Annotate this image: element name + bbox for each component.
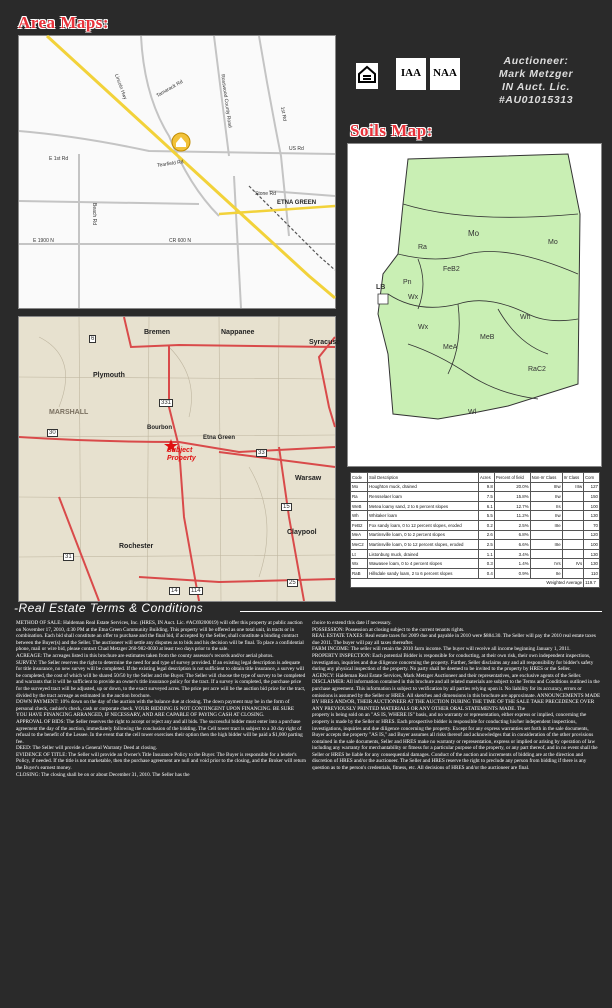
soil-table-row — [351, 511, 600, 521]
soil-table-cell: 1.4% — [494, 559, 530, 569]
terms-divider — [240, 611, 602, 612]
soil-table-cell: 6.1 — [479, 501, 495, 511]
terms-paragraph: POSSESSION: Possession at closing subject to the current tenants rights. — [312, 626, 465, 633]
terms-paragraph: APPROVAL OF BIDS: The Seller reserves the right to accept or reject any and all bids. The successful bidder must enter into a purchase agreement the day of the auction, immediately following the conclusion of the bidding. The Cell tower tract is subject to a 30 day right of refusal to the benefit of the Lessee. In the event that the cell tower exercises their option then the high bidder will be paid a $1,000 parting fee. — [16, 718, 303, 745]
soil-table-cell — [562, 540, 584, 550]
auctioneer-info — [466, 55, 606, 107]
soil-table-row — [351, 520, 600, 530]
town-label: Syracuse — [309, 339, 341, 346]
area-map-local — [18, 35, 336, 309]
soil-table-cell: Martinsville loam, 0 to 12 percent slopes, eroded — [368, 540, 479, 550]
soil-table-cell: Wh — [351, 511, 368, 521]
soil-table-row — [351, 501, 600, 511]
soil-table-cell: 130 — [584, 549, 600, 559]
town-label-etna-green: ETNA GREEN — [277, 200, 317, 206]
road-label: Rosswood County Road — [219, 73, 233, 129]
soil-table-cell — [530, 530, 562, 540]
naa-logo — [430, 58, 460, 90]
soil-table-cell: 11.2% — [494, 511, 530, 521]
soil-table-header: Non-Irr Class — [530, 473, 562, 483]
soil-table-cell — [562, 492, 584, 502]
soil-table-header-row — [351, 473, 600, 483]
soil-table-cell: 12.7% — [494, 501, 530, 511]
route-shield: 25 — [289, 580, 296, 586]
soil-table-cell: IIe — [530, 568, 562, 578]
soil-table-row — [351, 549, 600, 559]
town-label: Nappanee — [221, 329, 255, 336]
soil-table-cell: Lt — [351, 549, 368, 559]
soil-table-header: Soil Description — [368, 473, 479, 483]
soil-table-cell: IIIe — [530, 520, 562, 530]
equal-housing-logo — [356, 63, 378, 89]
auctioneer-license-number: #AU01015313 — [498, 94, 574, 106]
soil-table-cell: 110 — [584, 568, 600, 578]
town-label: Rochester — [119, 543, 154, 550]
soil-label: Pn — [403, 279, 412, 286]
soil-table-cell: 6.6% — [494, 540, 530, 550]
soil-label: MeA — [443, 344, 458, 351]
soil-table-cell: IIw — [530, 511, 562, 521]
soil-table-header: Percent of field — [494, 473, 530, 483]
road-label: E 1st Rd — [49, 156, 69, 162]
soils-map-graphic — [348, 144, 601, 466]
soil-table-header: Corn — [584, 473, 600, 483]
terms-paragraph: CLOSING: The closing shall be on or about December 31, 2010. The Seller has the — [16, 771, 190, 778]
soil-label: MeB — [480, 334, 495, 341]
soil-table-cell: MeA — [351, 530, 368, 540]
soil-table-cell: 5.5 — [479, 511, 495, 521]
soil-table-cell: 0.9% — [494, 568, 530, 578]
soil-table-header: Irr Class — [562, 473, 584, 483]
soil-table-cell: Wx — [351, 559, 368, 569]
terms-paragraph: choice to extend this date if necessary. — [312, 620, 392, 626]
soil-table-cell: Rensselaer loam — [368, 492, 479, 502]
iaa-logo-text: IAA — [400, 67, 422, 79]
soil-table-cell: 20.0% — [494, 482, 530, 492]
soils-map-heading: Soils Map: — [350, 121, 433, 140]
soil-label: FeB2 — [443, 266, 460, 273]
town-label: Etna Green — [203, 435, 236, 441]
soil-label: Ra — [418, 244, 427, 251]
terms-right-column — [312, 620, 602, 1004]
soil-table-cell: Martinsville loam, 0 to 2 percent slopes — [368, 530, 479, 540]
soil-table-cell: 127 — [584, 482, 600, 492]
auctioneer-title: Auctioneer: — [503, 55, 569, 67]
route-shield: 14 — [171, 588, 178, 594]
weighted-average-value: 119.7 — [584, 578, 600, 588]
terms-paragraph: EVIDENCE OF TITLE: The Seller will provide an Owner's Title Insurance Policy to the Buyer. The Buyer is responsible for a lender's Policy, if needed. If the title is not marketable, then the purchase agreement are null and void prior to the closing, and the Broker will return the Buyer's earnest money. — [16, 751, 306, 772]
subject-label-line1: Subject — [167, 447, 193, 454]
terms-paragraph: PROPERTY INSPECTION: Each potential Bidder is responsible for conducting, at their own risk, their own independent inspections, investigation, inquiries and due diligence concerning the property. Further, Seller disclaims any and all responsibility for bidder's safety during any physical inspection of the property. No party shall be deemed to be invited to the property by HRES or the Seller. — [312, 652, 594, 673]
road-label: Tearfield Rd — [156, 159, 184, 169]
soils-map — [347, 143, 602, 467]
road-label: 1st Rd — [279, 106, 288, 122]
terms-paragraph: SURVEY: The Seller reserves the right to determine the need for and type of survey provided. If an existing legal description is adequate for title insurance, no new survey will be completed. If the existing legal description is not sufficient to obtain title insurance, a survey will be completed, the cost of which will be shared 50/50 by the Seller and the Buyer. The Seller will choose the type of survey to be completed and warrants that it will be sufficient to provide an owner's title insurance policy for the tract. If a survey is completed, the purchase price for the surveyed tract will be adjusted, up or down, to the exact surveyed acres. The price per acre will be the auction bid price for the tract, divided by the tract acreage as estimated in the auction brochure. — [16, 659, 306, 699]
soil-table-cell: 0.4 — [479, 568, 495, 578]
soil-table-cell: 120 — [584, 530, 600, 540]
soil-table-cell: Wawasee loam, 0 to 4 percent slopes — [368, 559, 479, 569]
road-label: Stone Rd — [255, 191, 276, 197]
terms-heading: -Real Estate Terms & Conditions — [14, 601, 204, 615]
soil-table-cell: IVs — [530, 559, 562, 569]
soil-label: LB — [376, 284, 386, 291]
route-shield: 15 — [283, 504, 290, 510]
subject-label-line2: Property — [167, 455, 196, 462]
soil-table-cell: 2.6 — [479, 530, 495, 540]
terms-left-column — [16, 620, 306, 1004]
soil-table-header: Acres — [479, 473, 495, 483]
soil-label: Wl — [468, 409, 477, 416]
road-label: Tamarack Rd — [155, 79, 184, 99]
soil-table-cell — [562, 549, 584, 559]
soil-table-cell: 150 — [584, 492, 600, 502]
soil-table-cell: 70 — [584, 520, 600, 530]
soil-table-row — [351, 492, 600, 502]
area-maps-heading: Area Maps: — [18, 13, 110, 32]
soil-table-cell — [562, 568, 584, 578]
soil-table-container — [350, 472, 600, 588]
route-shield: 331 — [161, 400, 172, 406]
soil-table-cell: Houghton muck, drained — [368, 482, 479, 492]
soil-table-row — [351, 568, 600, 578]
soil-table-cell: IIs — [530, 501, 562, 511]
route-shield: 6 — [91, 336, 95, 342]
terms-paragraph: REAL ESTATE TAXES: Real estate taxes for 2009 due and payable in 2010 were $884.30. The Seller will pay the 2010 real estate taxes due 2011. The buyer will pay all taxes thereafter. — [312, 633, 596, 646]
soil-label: Wx — [418, 324, 429, 331]
soil-table-cell: 0.2 — [479, 520, 495, 530]
soil-label: RaC2 — [528, 366, 546, 373]
soil-table-row — [351, 530, 600, 540]
soil-table-cell — [562, 511, 584, 521]
soil-table-cell: RaB — [351, 568, 368, 578]
terms-paragraph: METHOD OF SALE: Haldeman Real Estate Services, Inc. (HRES, IN Auct. Lic. #AC69200019) will offer this property at public auction on November 17, 2010, 4:30 PM at the Etna Green Community Building. This property will be offered as one total unit, in tracts or in combination. Each bid shall constitute an offer to purchase and the final bid, if accepted by the Seller, shall constitute a binding contract between the Buyer(s) and the Seller. The auctioneer will settle any disputes as to bids and his decision will be final. To place a confidential phone, mail or wire bid, please contact Chad Metzger 260-982-0030 at least two days prior to the sale. — [16, 620, 304, 653]
soil-table — [350, 472, 600, 588]
soil-table-cell: IIIw — [562, 482, 584, 492]
terms-paragraph: property is being sold on an "AS IS, WHERE IS" basis, and no warranty or representation, either express or implied, concerning the property is made by the Seller or HRES. Each prospective bidder is responsible for conducting his/her independent inspections, investigations, inquiries and due diligence concerning the property. Except for any express warranties set forth in the sale documents, Buyer accepts the property "AS IS," and Buyer assumes all risks thereof and acknowledges that in consideration of the other provisions contained in the sale documents, Seller and HRES make no warranty or representation, express or implied or arising by operation of law including any warranty for merchantability or fitness for a particular purpose of the property, or any part thereof, and in no event shall the Seller or HRES be liable for any consequential damages. Conduct of the auction and increments of bidding are at the direction and discretion of HRES and/or the auctioneer. The Seller and HRES reserve the right to preclude any person from bidding if there is any question as to the person's credentials, fitness, etc. All decisions of HRES and/or the auctioneer are final. — [312, 712, 598, 772]
soil-table-cell: IVs — [562, 559, 584, 569]
terms-paragraph: AGENCY: Haldeman Real Estate Services, Mark Metzger Auctioneer and their representatives, are exclusive agents of the Seller. — [312, 672, 582, 679]
route-shield: 114 — [191, 588, 201, 594]
soil-table-cell: 100 — [584, 501, 600, 511]
terms-paragraph: DEED: The Seller will provide a General Warranty Deed at closing. — [16, 745, 157, 752]
road-label: CR 600 N — [169, 238, 191, 244]
soil-table-cell: 2.5 — [479, 540, 495, 550]
terms-paragraph: ACREAGE: The acreages listed in this brochure are estimates taken from the county assessor's records and/or aerial photos. — [16, 652, 274, 659]
soil-table-cell: 100 — [584, 540, 600, 550]
town-label: Bremen — [144, 329, 171, 336]
soil-label: Wh — [520, 314, 531, 321]
soil-table-weighted-row — [351, 578, 600, 588]
soil-table-cell: 15.8% — [494, 492, 530, 502]
town-label: MARSHALL — [49, 409, 89, 416]
subject-property-label — [167, 447, 196, 463]
soil-table-cell: Fox sandy loam, 0 to 12 percent slopes, eroded — [368, 520, 479, 530]
soil-table-cell — [562, 520, 584, 530]
soil-table-cell: MeC2 — [351, 540, 368, 550]
equal-housing-icon — [356, 63, 378, 89]
soil-table-cell — [530, 549, 562, 559]
soil-table-cell: IIIw — [530, 482, 562, 492]
soil-table-row — [351, 482, 600, 492]
soil-table-cell: 130 — [584, 559, 600, 569]
soil-table-cell: Mo — [351, 482, 368, 492]
area-map-regional — [18, 316, 341, 602]
terms-paragraph: DISCLAIMER: All information contained in this brochure and all related materials are subject to the Terms and Conditions outlined in the purchase agreement. This information is subject to verification by all parties relying upon it. No liability for its accuracy, errors or omissions is assumed by the Seller or HRES. All sketches and dimensions in this brochure are approximate. ANNOUNCEMENTS MADE BY HRES AND/OR, THEIR AUCTIONEER AT THE AUCTION DURING THE TIME OF THE SALE TAKE PRECEDENCE OVER ANY PREVIOUSLY PRINTED MATERIALS OR ANY OTHER ORAL STATEMENTS MADE. The — [312, 679, 601, 712]
soil-label: Mo — [468, 229, 480, 238]
soil-table-cell: FeB2 — [351, 520, 368, 530]
route-shield: 33 — [258, 450, 265, 456]
soil-table-cell: 7.5 — [479, 492, 495, 502]
soil-table-cell: 1.1 — [479, 549, 495, 559]
soil-table-cell: IIw — [530, 492, 562, 502]
soil-table-row — [351, 559, 600, 569]
soil-label: Mo — [548, 239, 558, 246]
road-label: Beach Rd — [90, 203, 97, 225]
route-shield: 31 — [65, 554, 72, 560]
road-label: US Rd — [289, 146, 304, 152]
terms-paragraph: DOWN PAYMENT: 10% down on the day of the auction with the balance due at closing. The down payment may be in the form of personal check, cashier's check, cash or corporate check. YOUR BIDDING IS NOT CONTINGENT UPON FINANCING. BE SURE YOU HAVE FINANCING ARRANGED, IF NECESSARY, AND ARE CAPABLE OF PAYING CASH AT CLOSING. — [16, 699, 295, 719]
road-label: E 1900 N — [33, 238, 54, 244]
soil-table-cell: 130 — [584, 511, 600, 521]
naa-logo-text: NAA — [433, 67, 457, 79]
road-label: Lincoln Hwy — [113, 73, 128, 101]
soil-table-row — [351, 540, 600, 550]
soil-table-cell: Listonburg muck, drained — [368, 549, 479, 559]
soil-table-cell: Whitaker loam — [368, 511, 479, 521]
town-label: Warsaw — [295, 475, 322, 482]
soil-table-cell: 6.8% — [494, 530, 530, 540]
route-shield: 30 — [49, 430, 56, 436]
soil-table-cell: Hillsdale sandy loam, 2 to 6 percent slopes — [368, 568, 479, 578]
soil-label: Wx — [408, 294, 419, 301]
area-map-local-graphic — [19, 36, 335, 308]
auctioneer-license-label: IN Auct. Lic. — [501, 81, 571, 93]
soil-table-cell: 2.5% — [494, 520, 530, 530]
town-label: Bourbon — [147, 425, 172, 431]
weighted-average-label: Weighted Average — [351, 578, 584, 588]
soil-table-cell: 3.4% — [494, 549, 530, 559]
soil-table-header: Code — [351, 473, 368, 483]
soil-table-cell: IIIe — [530, 540, 562, 550]
soil-table-cell: WeB — [351, 501, 368, 511]
auctioneer-name: Mark Metzger — [498, 68, 574, 80]
soil-table-cell — [562, 501, 584, 511]
town-label: Plymouth — [93, 372, 125, 379]
terms-paragraph: FARM INCOME: The seller will retain the 2010 farm income. The buyer will receive all income beginning January 1, 2011. — [312, 646, 571, 653]
soil-table-cell: Metea loamy sand, 2 to 6 percent slopes — [368, 501, 479, 511]
soil-table-cell: 0.3 — [479, 559, 495, 569]
soil-table-cell: 9.8 — [479, 482, 495, 492]
town-label: Claypool — [287, 529, 317, 536]
soil-table-cell — [562, 530, 584, 540]
soil-table-cell: Ra — [351, 492, 368, 502]
iaa-logo — [396, 58, 426, 90]
